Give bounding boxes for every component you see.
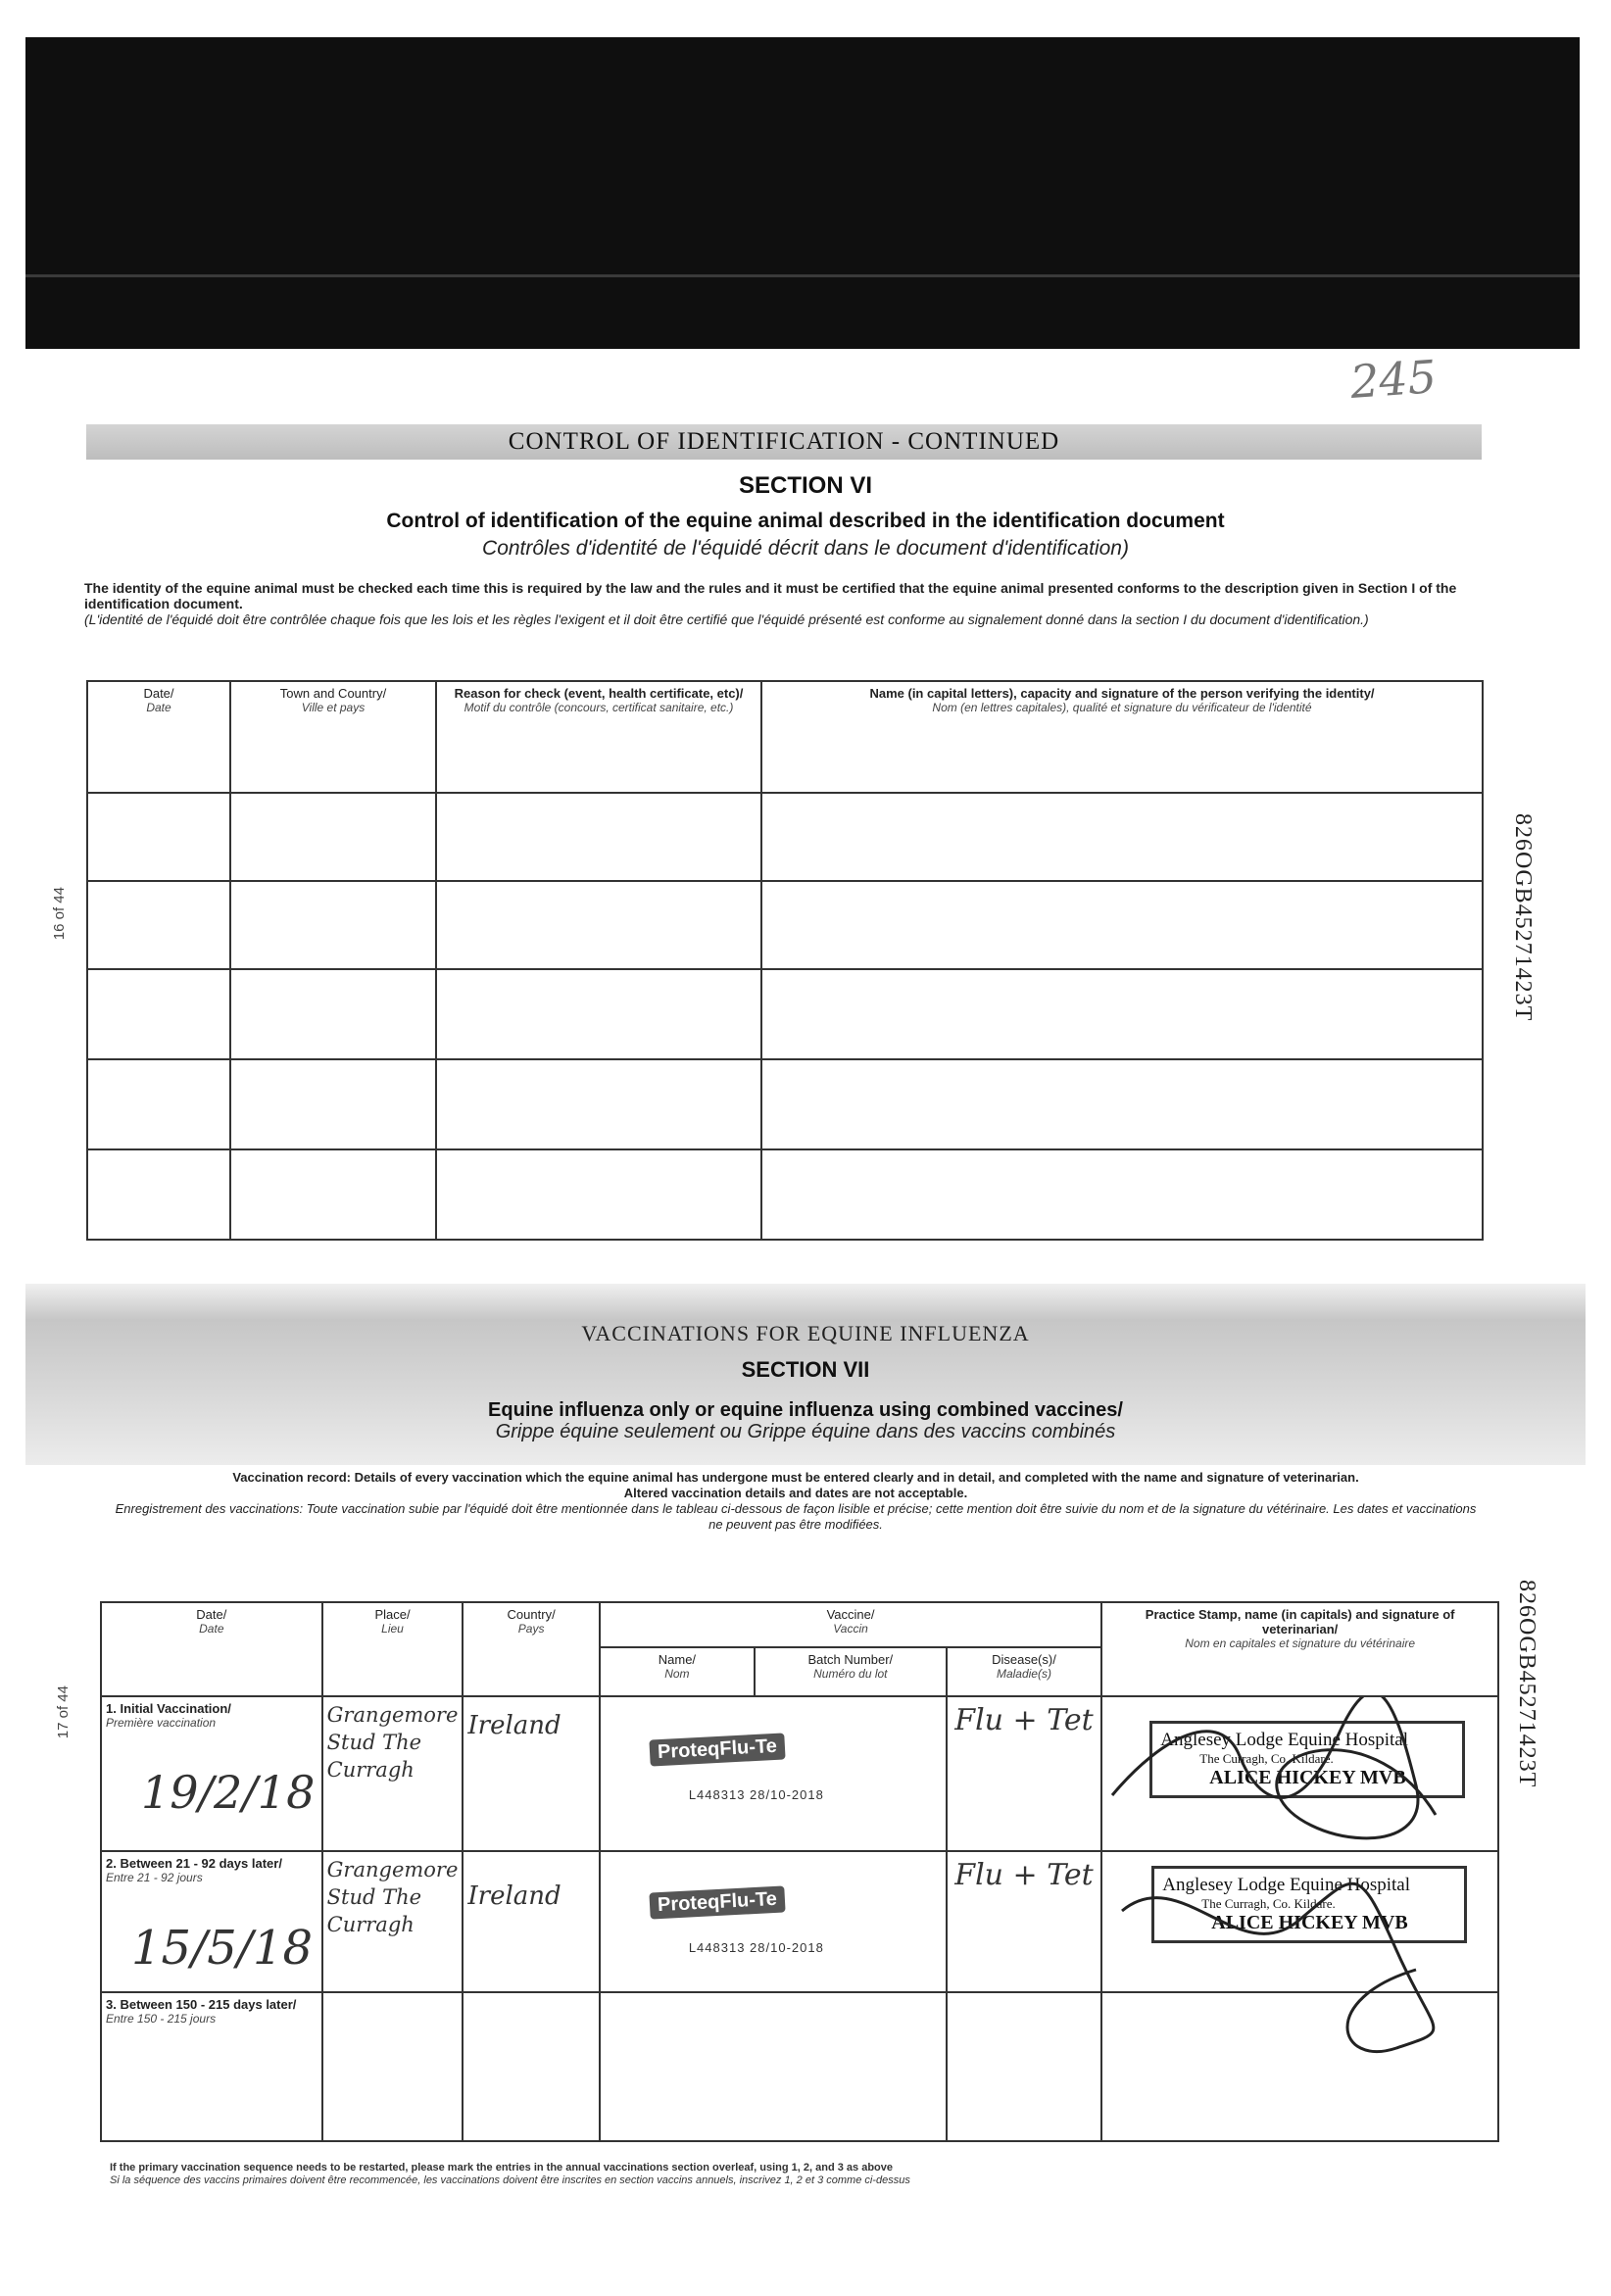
redacted-header-block (25, 37, 1580, 349)
record-en2: Altered vaccination details and dates are not acceptable. (623, 1486, 968, 1500)
table-row (87, 793, 1483, 881)
vaccination-row-2 (101, 1851, 1498, 1992)
row-1-batch-number: L448313 28/10-2018 (688, 1787, 824, 1802)
row-2-disease: Flu + Tet (954, 1858, 1094, 1892)
row-1-date: 19/2/18 (141, 1766, 316, 1819)
section-vi-intro (84, 580, 1476, 627)
col-verifier-header: Name (in capital letters), capacity and signature of the person verifying the identity/ Nom (en lettres capitales), qualité et signature du vérificateur de l'identité (761, 681, 1483, 793)
vacc-batch-header: Batch Number/ Numéro du lot (755, 1647, 947, 1696)
record-fr: Enregistrement des vaccinations: Toute vaccination subie par l'équidé doit être mentionnée dans le tableau ci-dessous de façon lisible et précise; cette mention doit être suivie du nom et de la signature du vétérinaire. Les dates et vaccinations ne peuvent pas être modifiées. (115, 1501, 1477, 1532)
row-1-place: Grangemore Stud The Curragh (326, 1703, 459, 1782)
row-1-vet-stamp: Anglesey Lodge Equine Hospital The Curragh, Co. Kildare. ALICE HICKEY MVB (1149, 1721, 1465, 1798)
vacc-date-header: Date/ Date (101, 1602, 322, 1696)
col-town-header: Town and Country/ Ville et pays (230, 681, 436, 793)
handwritten-page-number: 245 (1348, 350, 1439, 409)
footnote-en: If the primary vaccination sequence needs to be restarted, please mark the entries in the annual vaccinations section overleaf, using 1, 2, and 3 as above (110, 2162, 894, 2174)
row-2-vet-stamp: Anglesey Lodge Equine Hospital The Curragh, Co. Kildare. ALICE HICKEY MVB (1151, 1866, 1467, 1943)
section-vii-banner-title: VACCINATIONS FOR EQUINE INFLUENZA (581, 1321, 1030, 1345)
identity-check-table (86, 680, 1484, 1241)
row-1-vaccine-sticker: ProteqFlu-Te (649, 1733, 785, 1766)
section-vi-subtitle-fr: Contrôles d'identité de l'équidé décrit dans le document d'identification) (482, 537, 1129, 560)
row-2-place: Grangemore Stud The Curragh (326, 1858, 459, 1936)
row-2-signature (1102, 1852, 1494, 2068)
record-label: Vaccination record: (232, 1470, 351, 1485)
row-1-label: 1. Initial Vaccination/ Première vaccination (106, 1701, 231, 1730)
vaccination-table (100, 1601, 1499, 2142)
section-vi-banner: CONTROL OF IDENTIFICATION - CONTINUED (86, 424, 1482, 460)
vacc-stamp-header: Practice Stamp, name (in capitals) and signature of veterinarian/ Nom en capitales et signature du vétérinaire (1101, 1602, 1498, 1696)
row-2-country: Ireland (467, 1881, 561, 1911)
table-row (87, 1149, 1483, 1240)
vacc-name-header: Name/ Nom (600, 1647, 755, 1696)
footnote (110, 2162, 1482, 2187)
record-en: Details of every vaccination which the equine animal has undergone must be entered clearly and in detail, and completed with the name and signature of veterinarian. (354, 1470, 1359, 1485)
side-passport-code-lower: 826OGB45271423T (1514, 1580, 1539, 1788)
section-vii-subtitle-en: Equine influenza only or equine influenza using combined vaccines/ (488, 1399, 1123, 1421)
col-date-header: Date/ Date (87, 681, 230, 793)
side-page-count-lower: 17 of 44 (55, 1685, 72, 1739)
row-3-label: 3. Between 150 - 215 days later/ Entre 150 - 215 jours (106, 1997, 297, 2026)
vacc-vaccine-header: Vaccine/ Vaccin (600, 1602, 1101, 1647)
section-vi-title: SECTION VI (738, 472, 873, 499)
row-2-batch-number: L448313 28/10-2018 (688, 1940, 824, 1955)
vacc-country-header: Country/ Pays (463, 1602, 599, 1696)
table-row (87, 969, 1483, 1059)
vacc-disease-header: Disease(s)/ Maladie(s) (947, 1647, 1102, 1696)
side-page-count-upper: 16 of 44 (51, 887, 68, 941)
side-passport-code-upper: 826OGB45271423T (1510, 813, 1536, 1022)
section-vi-subtitle-en: Control of identification of the equine animal described in the identification document (386, 510, 1225, 532)
section-vi-intro-en: The identity of the equine animal must be checked each time this is required by the law and the rules and it must be certified that the equine animal presented conforms to the description given in Section I of the identification document. (84, 580, 1457, 611)
vacc-place-header: Place/ Lieu (322, 1602, 464, 1696)
vaccination-row-1 (101, 1696, 1498, 1851)
table-row (87, 1059, 1483, 1149)
vaccination-record-text (110, 1470, 1482, 1533)
col-reason-header: Reason for check (event, health certificate, etc)/ Motif du contrôle (concours, certificat sanitaire, etc.) (436, 681, 761, 793)
row-1-signature (1102, 1697, 1494, 1852)
section-vi-intro-fr: (L'identité de l'équidé doit être contrôlée chaque fois que les lois et les règles l'exigent et il doit être certifié que l'équidé présenté est conforme au signalement donné dans la section I du document d'identification.) (84, 611, 1369, 627)
row-2-label: 2. Between 21 - 92 days later/ Entre 21 - 92 jours (106, 1856, 282, 1884)
redaction-stripe (25, 274, 1580, 277)
table-row (87, 881, 1483, 969)
row-2-date: 15/5/18 (131, 1921, 314, 1976)
row-2-vaccine-sticker: ProteqFlu-Te (649, 1885, 785, 1919)
row-1-country: Ireland (467, 1711, 561, 1740)
section-vii-title: SECTION VII (741, 1357, 870, 1382)
row-1-disease: Flu + Tet (954, 1703, 1094, 1737)
footnote-fr: Si la séquence des vaccins primaires doivent être recommencée, les vaccinations doivent être inscrites en section vaccins annuels, inscrivez 1, 2 et 3 comme ci-dessus (110, 2174, 910, 2186)
section-vii-subtitle-fr: Grippe équine seulement ou Grippe équine dans des vaccins combinés (495, 1421, 1116, 1442)
